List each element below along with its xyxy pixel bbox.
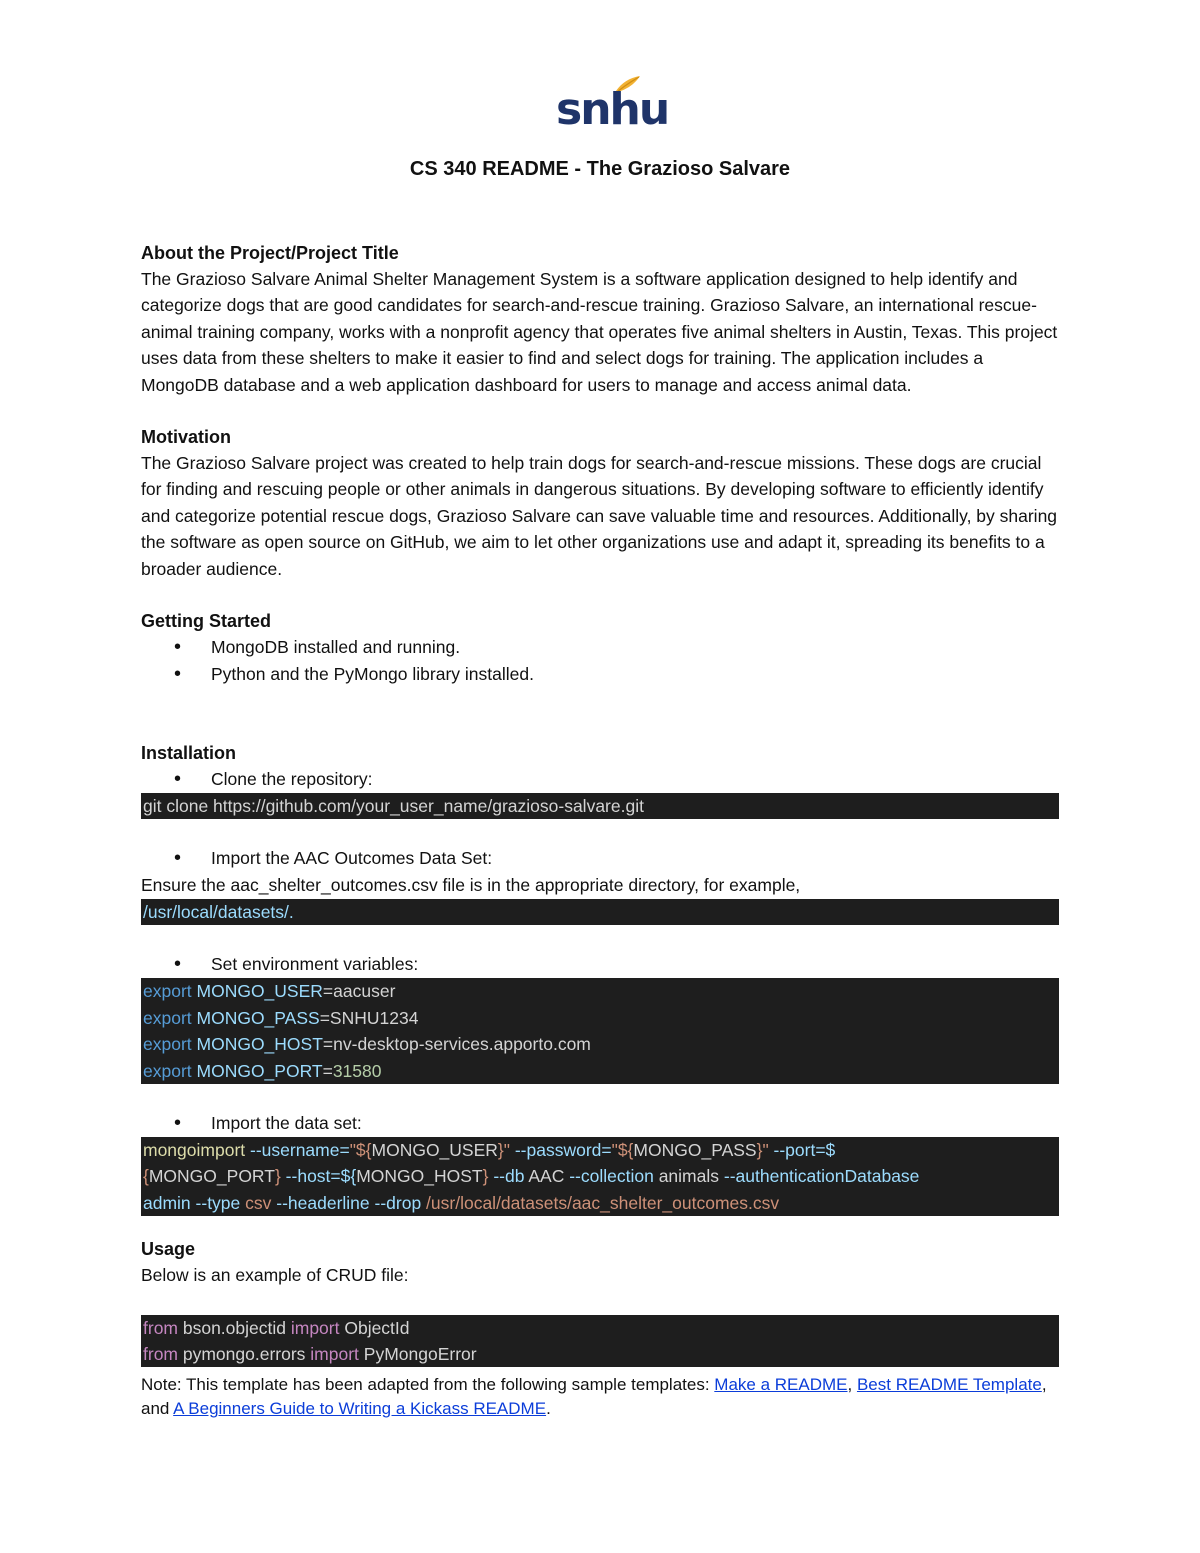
code-token: } — [274, 1166, 281, 1187]
dataset-path-block[interactable] — [141, 899, 1059, 925]
about-paragraph: The Grazioso Salvare Animal Shelter Management System is a software application designed to help identify and categorize dogs that are good candidates for search-and-rescue training. Grazioso Salvare, an international rescue-animal training company, works with a nonprofit agency that operates five animal shelters in Austin, Texas. This project uses data from these shelters to make it easier to find and select dogs for training. The application includes a MongoDB database and a web application dashboard for users to manage and access animal data. — [141, 269, 1058, 395]
mongoimport-code-block[interactable] — [141, 1137, 1059, 1216]
code-token: }" — [756, 1139, 769, 1160]
code-token: /usr/local/datasets/aac_shelter_outcomes.csv — [426, 1192, 780, 1213]
code-keyword: export — [143, 1034, 197, 1055]
note-prefix: Note: This template has been adapted from the following sample templates: — [141, 1375, 715, 1395]
usage-intro: Below is an example of CRUD file: — [141, 1265, 409, 1286]
env-value: aacuser — [333, 981, 396, 1002]
code-keyword: from — [143, 1317, 178, 1338]
code-token: MONGO_HOST — [356, 1166, 483, 1187]
clone-command-block[interactable] — [141, 793, 1059, 819]
env-name: MONGO_HOST — [196, 1034, 323, 1055]
snhu-logo — [556, 74, 669, 135]
code-operator: = — [322, 1060, 333, 1081]
code-keyword: export — [143, 1007, 197, 1028]
crud-code-block[interactable] — [141, 1315, 1059, 1368]
env-vars-code-block[interactable] — [141, 978, 1059, 1084]
code-operator: = — [322, 1034, 334, 1055]
code-operator: = — [322, 981, 334, 1002]
dataset-instruction: Ensure the aac_shelter_outcomes.csv file is in the appropriate directory, for example, — [141, 875, 801, 896]
link-beginners-guide[interactable]: A Beginners Guide to Writing a Kickass README — [173, 1399, 547, 1419]
code-token: mongoimport — [143, 1139, 246, 1160]
note-separator: , — [847, 1375, 857, 1395]
motivation-heading: Motivation — [141, 427, 231, 448]
note-suffix: . — [546, 1399, 551, 1419]
code-token: animals — [658, 1166, 720, 1187]
code-token: MONGO_PORT — [148, 1166, 275, 1187]
code-token: --authenticationDatabase — [719, 1166, 920, 1187]
env-value: SNHU1234 — [329, 1007, 419, 1028]
code-token: MONGO_PASS — [633, 1139, 757, 1160]
code-token: }" — [497, 1139, 510, 1160]
env-value: 31580 — [332, 1060, 382, 1081]
command-line — [143, 1163, 1057, 1189]
env-line — [143, 1005, 1057, 1031]
getting-started-heading: Getting Started — [141, 611, 272, 632]
code-token: --password= — [509, 1139, 612, 1160]
code-token: } — [482, 1166, 489, 1187]
install-step-import-data: • Import the data set: — [141, 1110, 1059, 1137]
code-module: pymongo.errors — [178, 1343, 311, 1364]
code-token: MONGO_USER — [371, 1139, 498, 1160]
install-step-clone: • Clone the repository: — [141, 766, 1059, 793]
code-token: --type — [190, 1192, 246, 1213]
code-operator: = — [319, 1007, 330, 1028]
about-heading: About the Project/Project Title — [141, 243, 399, 263]
clone-command: git clone https://github.com/your_user_name/grazioso-salvare.git — [143, 796, 644, 817]
code-token: --db — [488, 1166, 529, 1187]
logo-text: snhu — [556, 84, 669, 135]
env-line — [143, 1031, 1057, 1057]
link-make-a-readme[interactable]: Make a README — [714, 1375, 848, 1395]
code-keyword: export — [143, 981, 197, 1002]
code-token: AAC — [528, 1166, 565, 1187]
code-token: --collection — [564, 1166, 659, 1187]
code-token: --drop — [369, 1192, 427, 1213]
code-token: --headerline — [271, 1192, 370, 1213]
page-title: CS 340 README - The Grazioso Salvare — [409, 158, 791, 180]
env-name: MONGO_USER — [196, 981, 323, 1002]
env-value: nv-desktop-services.apporto.com — [333, 1034, 591, 1055]
attribution-note — [141, 1373, 1059, 1421]
command-line — [143, 1137, 1057, 1163]
code-token: --username= — [245, 1139, 350, 1160]
dataset-path: /usr/local/datasets/. — [143, 901, 294, 922]
list-item: • Python and the PyMongo library installed. — [141, 661, 1059, 688]
code-token: "${ — [611, 1139, 634, 1160]
note-separator: , and — [141, 1375, 1047, 1419]
env-line — [143, 978, 1057, 1004]
env-name: MONGO_PASS — [196, 1007, 320, 1028]
env-line — [143, 1058, 1057, 1084]
code-token: --host=${ — [280, 1166, 357, 1187]
code-token: admin — [143, 1192, 191, 1213]
prerequisites-list — [141, 634, 1059, 688]
motivation-paragraph: The Grazioso Salvare project was created to help train dogs for search-and-rescue missions. These dogs are crucial for finding and rescuing people or other animals in dangerous situations. By developing software to efficiently identify and categorize potential rescue dogs, Grazioso Salvare can save valuable time and resources. Additionally, by sharing the software as open source on GitHub, we aim to let other organizations use and adapt it, spreading its benefits to a broader audience. — [141, 453, 1058, 579]
document-body — [141, 240, 1059, 1421]
code-line — [143, 1341, 1057, 1367]
link-best-readme-template[interactable]: Best README Template — [856, 1375, 1042, 1395]
code-keyword: export — [143, 1060, 197, 1081]
code-line — [143, 1315, 1057, 1341]
code-keyword: from — [143, 1343, 178, 1364]
list-item: • MongoDB installed and running. — [141, 634, 1059, 661]
code-token: { — [143, 1166, 149, 1187]
code-identifier: ObjectId — [339, 1317, 410, 1338]
command-line — [143, 1190, 1057, 1216]
install-step-env-vars: • Set environment variables: — [141, 951, 1059, 978]
code-module: bson.objectid — [178, 1317, 291, 1338]
code-token: "${ — [349, 1139, 372, 1160]
installation-heading: Installation — [141, 743, 237, 764]
code-token: --port=$ — [768, 1139, 836, 1160]
usage-heading: Usage — [141, 1239, 196, 1260]
code-keyword: import — [290, 1317, 340, 1338]
code-token: csv — [245, 1192, 272, 1213]
install-step-import-dataset: • Import the AAC Outcomes Data Set: — [141, 845, 1059, 872]
env-name: MONGO_PORT — [196, 1060, 323, 1081]
code-keyword: import — [310, 1343, 359, 1364]
code-identifier: PyMongoError — [358, 1343, 477, 1364]
